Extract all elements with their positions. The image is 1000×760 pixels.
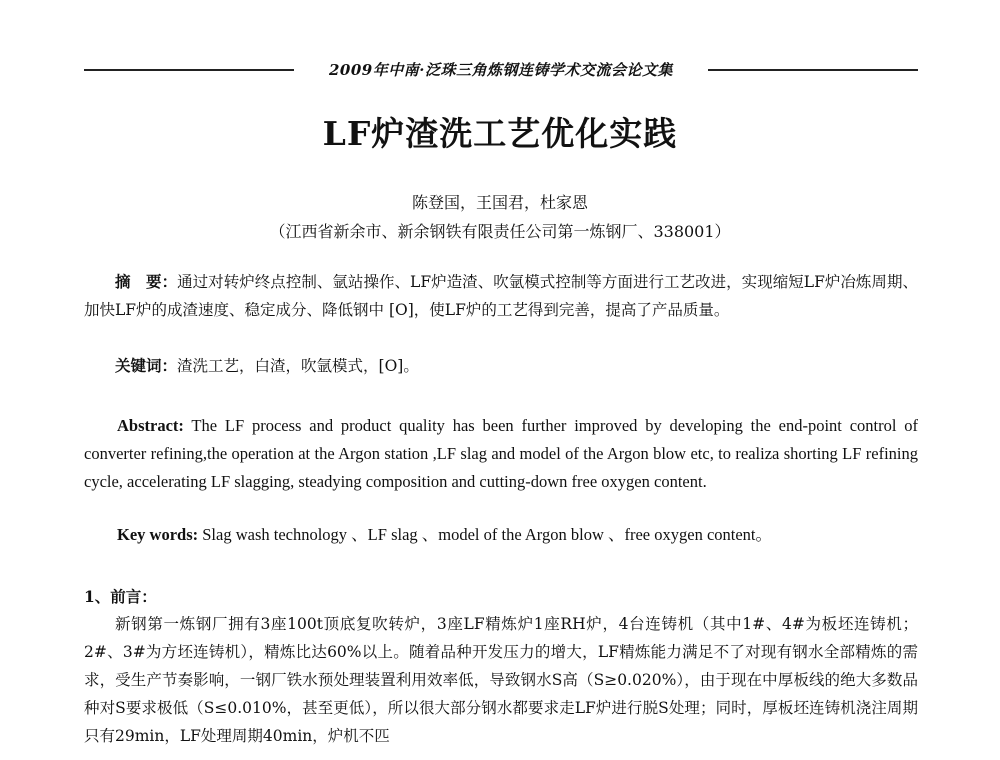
paper-title: LF炉渣洗工艺优化实践 bbox=[322, 114, 678, 153]
abstract-cn-label: 摘 要： bbox=[115, 272, 178, 291]
keywords-cn-label: 关键词： bbox=[115, 356, 178, 375]
abstract-cn-text: 通过对转炉终点控制、氩站操作、LF炉造渣、吹氩模式控制等方面进行工艺改进，实现缩短LF炉冶炼周期、加快LF炉的成渣速度、稳定成分、降低钢中 [O]，使LF炉的工艺得到完善，提高了产品质量。 bbox=[84, 273, 918, 319]
keywords-cn-text: 渣洗工艺，白渣，吹氩模式，[O]。 bbox=[177, 357, 419, 375]
abstract-en bbox=[84, 412, 918, 496]
abstract-cn bbox=[84, 268, 918, 324]
keywords-en-text: Slag wash technology 、LF slag 、model of the Argon blow 、free oxygen content。 bbox=[198, 525, 773, 544]
section-heading: 1、前言： bbox=[84, 587, 157, 606]
authors: 陈登国，王国君，杜家恩 bbox=[411, 193, 588, 212]
keywords-en bbox=[84, 521, 918, 549]
running-header-text: 2009年中南·泛珠三角炼钢连铸学术交流会论文集 bbox=[323, 61, 679, 79]
keywords-en-label: Key words: bbox=[117, 525, 199, 544]
affiliation: （江西省新余市、新余钢铁有限责任公司第一炼钢厂、338001） bbox=[269, 222, 731, 241]
keywords-cn bbox=[84, 352, 918, 380]
running-header bbox=[84, 57, 918, 81]
section-body: 新钢第一炼钢厂拥有3座100t顶底复吹转炉，3座LF精炼炉1座RH炉，4台连铸机（其中1#、4#为板坯连铸机；2#、3#为方坯连铸机），精炼比达60%以上。随着品种开发压力的增大，LF精炼能力满足不了对现有钢水全部精炼的需求，受生产节奏影响，一钢厂铁水预处理装置利用效率低，导致钢水S高（S≥0.020%），由于现在中厚板线的绝大多数品种对S要求极低（S≤0.010%，甚至更低），所以很大部分钢水都要求走LF炉进行脱S处理；同时，厚板坯连铸机浇注周期只有29min，LF处理周期40min，炉机不匹 bbox=[84, 615, 918, 745]
abstract-en-label: Abstract: bbox=[117, 416, 184, 435]
abstract-en-text: The LF process and product quality has been further improved by developing the end-point control of converter refining,the operation at the Argon station ,LF slag and model of the Argon blow etc, to realiza shorting LF refining cycle, accelerating LF slagging, steadying composition and cutting-down free oxygen content. bbox=[84, 416, 918, 491]
